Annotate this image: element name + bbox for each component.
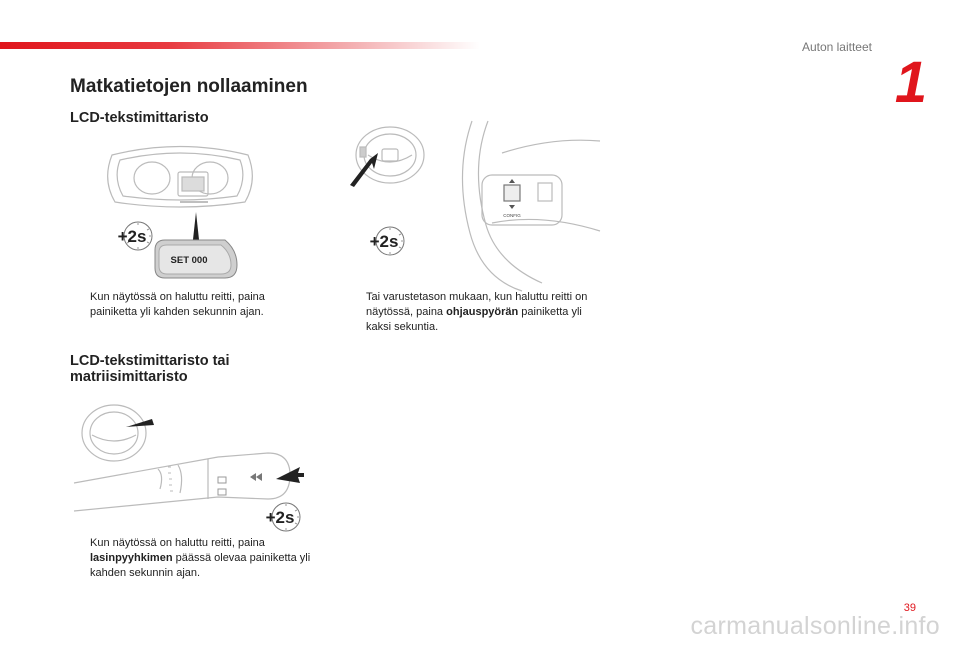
timer-badge — [266, 503, 300, 531]
set-display — [155, 240, 237, 278]
header-accent-bar — [0, 42, 480, 49]
svg-text:+2s: +2s — [369, 232, 399, 251]
instrument-cluster-illustration — [100, 140, 260, 285]
section-heading-lcd-matrix: LCD-tekstimittaristo tai matriisimittaristo — [70, 353, 230, 385]
instruction-wiper: Kun näytössä on haluttu reitti, paina lasinpyyhkimen päässä olevaa painiketta yli kahden sekunnin ajan. — [90, 537, 311, 579]
svg-text:+2s: +2s — [265, 508, 295, 527]
timer-badge — [118, 222, 152, 250]
page-number: 39 — [903, 602, 916, 614]
chapter-name: Auton laitteet — [801, 40, 872, 54]
chapter-number — [893, 58, 929, 104]
svg-text:CONFIG: CONFIG — [503, 213, 521, 218]
watermark: carmanualsonline.info — [690, 612, 940, 640]
svg-text:SET 000: SET 000 — [170, 255, 208, 266]
instruction-lcd: Kun näytössä on haluttu reitti, paina painiketta yli kahden sekunnin ajan. — [90, 291, 265, 318]
timer-badge — [370, 227, 404, 255]
svg-text:1: 1 — [894, 58, 928, 104]
instruction-steering: Tai varustetason mukaan, kun haluttu reitti on näytössä, paina ohjauspyörän painiketta yli kaksi sekuntia. — [366, 291, 588, 333]
svg-text:+2s: +2s — [117, 227, 147, 246]
wiper-stalk-illustration — [68, 395, 313, 535]
page-title: Matkatietojen nollaaminen — [70, 76, 308, 97]
steering-wheel-illustration — [342, 113, 602, 293]
section-heading-lcd: LCD-tekstimittaristo — [70, 110, 209, 126]
